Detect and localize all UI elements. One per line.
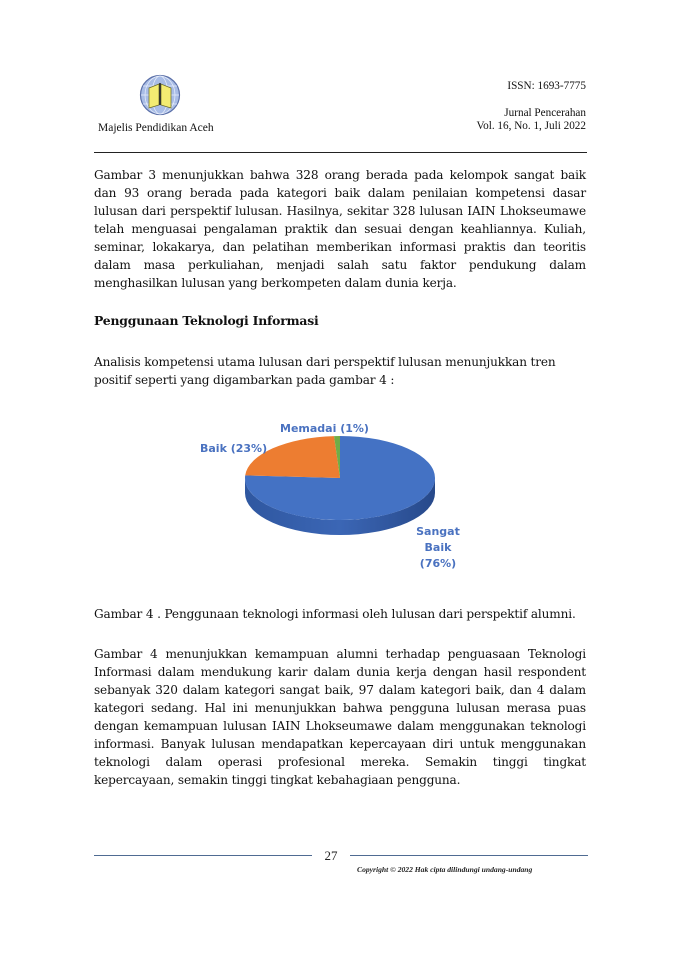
copyright-notice: Copyright © 2022 Hak cipta dilindungi undang-undang (357, 865, 533, 874)
section-heading: Penggunaan Teknologi Informasi (94, 313, 319, 328)
publisher-name: Majelis Pendidikan Aceh (98, 122, 214, 134)
paragraph-intro-gambar4: Analisis kompetensi utama lulusan dari perspektif lulusan menunjukkan tren positif seperti yang digambarkan pada gambar 4 : (94, 355, 556, 387)
pie-label-sangat-baik: Sangat Baik (76%) (416, 525, 460, 570)
paragraph-gambar4-discussion: Gambar 4 menunjukkan kemampuan alumni terhadap penguasaan Teknologi Informasi dalam mendukung karir dalam dunia kerja dengan hasil respondent sebanyak 320 dalam kategori sangat baik, 97 dalam kategori baik, dan 4 dalam kategori sedang. Hal ini menunjukkan bahwa pengguna lulusan merasa puas dengan kemampuan lulusan IAIN Lhokseumawe dalam menggunakan teknologi informasi. Banyak lulusan mendapatkan kepercayaan diri untuk menggunakan teknologi dalam operasi profesional mereka. Semakin tinggi tingkat kepercayaan, semakin tinggi tingkat kebahagiaan pengguna. (94, 647, 586, 787)
pie-label-memadai: Memadai (1%) (280, 422, 369, 435)
paragraph-gambar3-summary: Gambar 3 menunjukkan bahwa 328 orang berada pada kelompok sangat baik dan 93 orang berada pada kategori baik dalam penilaian kompetensi dasar lulusan dari perspektif lulusan. Hasilnya, sekitar 328 lulusan IAIN Lhokseumawe telah menguasai pengalaman praktik dan sesuai dengan keahliannya. Kuliah, seminar, lokakarya, dan pelatihan memberikan informasi praktis dan teoritis dalam masa perkuliahan, menjadi salah satu faktor pendukung dalam menghasilkan lulusan yang berkompeten dalam dunia kerja. (94, 168, 586, 290)
book-globe-logo-icon (139, 74, 181, 116)
header-divider (94, 152, 587, 153)
journal-volume: Vol. 16, No. 1, Juli 2022 (476, 120, 586, 132)
pie-chart (190, 410, 480, 585)
journal-info (476, 80, 586, 133)
figure-caption: Gambar 4 . Penggunaan teknologi informasi oleh lulusan dari perspektif alumni. (94, 607, 576, 621)
footer-divider-right (350, 855, 588, 856)
footer-divider-left (94, 855, 312, 856)
pie-label-baik: Baik (23%) (200, 442, 268, 455)
header-publisher-block (90, 74, 230, 134)
journal-name: Jurnal Pencerahan (504, 107, 586, 119)
issn: ISSN: 1693-7775 (507, 80, 586, 92)
page-number: 27 (324, 848, 338, 863)
